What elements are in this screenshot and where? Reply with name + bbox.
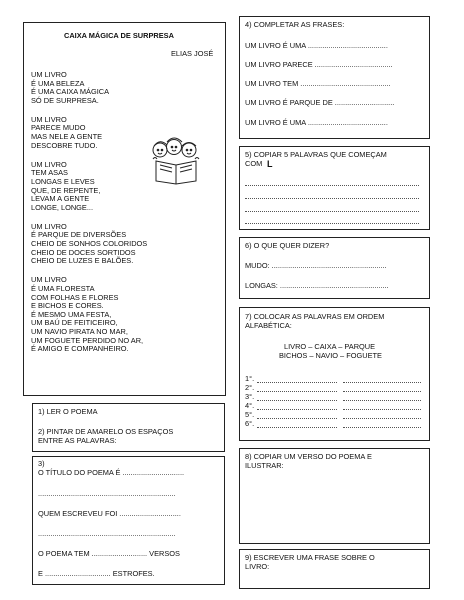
question-4-box xyxy=(239,16,430,139)
letter-l: L xyxy=(267,159,273,169)
poem-verse: PARECE MUDO xyxy=(31,123,86,133)
alphabetical-order-row[interactable] xyxy=(245,411,425,420)
question-4-line-4[interactable]: UM LIVRO É PARQUE DE ............................. xyxy=(245,98,395,107)
answer-blank[interactable] xyxy=(343,427,421,428)
question-9-box xyxy=(239,549,430,589)
question-3-label: 3) xyxy=(38,459,45,468)
questions-1-2-box xyxy=(32,403,225,452)
question-3-author-line-cont[interactable]: ................................................................... xyxy=(38,529,176,538)
answer-blank[interactable] xyxy=(343,382,421,383)
poem-verse: É UMA FLORESTA xyxy=(31,283,95,293)
poem-verse: LONGE, LONGE... xyxy=(31,202,94,212)
question-4-line-3[interactable]: UM LIVRO TEM ............................................ xyxy=(245,79,391,88)
question-3-box xyxy=(32,456,225,585)
question-1: 1) LER O POEMA xyxy=(38,407,98,416)
poem-verse: MAS NELE A GENTE xyxy=(31,132,103,142)
question-7-words-1: LIVRO – CAIXA – PARQUE xyxy=(284,342,376,351)
poem-verse: LEVAM A GENTE xyxy=(31,194,90,204)
question-4-line-1[interactable]: UM LIVRO É UMA ....................................... xyxy=(245,41,388,50)
order-number: 4°. xyxy=(245,401,255,410)
poem-verse: QUE, DE REPENTE, xyxy=(31,185,101,195)
answer-blank[interactable] xyxy=(343,391,421,392)
poem-title: CAIXA MÁGICA DE SURPRESA xyxy=(64,31,174,40)
question-6-mudo-line[interactable]: MUDO: ........................................................ xyxy=(245,261,387,270)
alphabetical-order-row[interactable] xyxy=(245,420,425,429)
poem-verse: DESCOBRE TUDO. xyxy=(31,140,98,150)
poem-stanza xyxy=(31,276,143,353)
question-7-line1: 7) COLOCAR AS PALAVRAS EM ORDEM xyxy=(245,312,385,321)
question-4-label: 4) COMPLETAR AS FRASES: xyxy=(245,20,345,29)
order-number: 3°. xyxy=(245,392,255,401)
question-2-line2: ENTRE AS PALAVRAS: xyxy=(38,436,117,445)
alphabetical-order-row[interactable] xyxy=(245,402,425,411)
question-8-line2: ILUSTRAR: xyxy=(245,461,284,470)
poem-verse: UM FOGUETE PERDIDO NO AR, xyxy=(31,335,144,345)
answer-blank[interactable] xyxy=(257,391,337,392)
question-4-line-2[interactable]: UM LIVRO PARECE ...................................... xyxy=(245,60,393,69)
question-5-box xyxy=(239,146,430,230)
poem-verse: UM LIVRO xyxy=(31,70,67,79)
poem-verse: UM NAVIO PIRATA NO MAR, xyxy=(31,326,128,336)
poem-verse: LONGAS E LEVES xyxy=(31,176,95,186)
poem-verse: UM LIVRO xyxy=(31,159,67,169)
answer-blank[interactable] xyxy=(343,418,421,419)
order-number: 2°. xyxy=(245,383,255,392)
alphabetical-order-row[interactable] xyxy=(245,375,425,384)
question-7-box xyxy=(239,307,430,441)
question-3-verses-line[interactable]: O POEMA TEM ........................... VERSOS xyxy=(38,549,180,558)
question-5-line1: 5) COPIAR 5 PALAVRAS QUE COMEÇAM xyxy=(245,150,387,159)
question-6-longas-line[interactable]: LONGAS: ..................................................... xyxy=(245,281,389,290)
poem-author: ELIAS JOSÉ xyxy=(171,49,214,58)
poem-stanza xyxy=(31,116,102,150)
order-number: 6°. xyxy=(245,419,255,428)
order-number: 1°. xyxy=(245,374,255,383)
poem-verse: SÓ DE SURPRESA. xyxy=(31,95,99,105)
poem-verse: É UMA BELEZA xyxy=(31,78,85,88)
poem-verse: CHEIO DE SONHOS COLORIDOS xyxy=(31,239,148,249)
question-9-line2: LIVRO: xyxy=(245,562,270,571)
answer-blank[interactable] xyxy=(257,409,337,410)
answer-blank[interactable] xyxy=(343,400,421,401)
poem-verse: É UMA CAIXA MÁGICA xyxy=(31,87,110,97)
question-4-line-5[interactable]: UM LIVRO É UMA ....................................... xyxy=(245,118,388,127)
poem-verse: UM LIVRO xyxy=(31,114,67,124)
poem-verse: CHEIO DE LUZES E BALÕES. xyxy=(31,256,134,266)
question-3-author-line[interactable]: QUEM ESCREVEU FOI .............................. xyxy=(38,509,181,518)
poem-stanza xyxy=(31,161,100,213)
question-8-box xyxy=(239,448,430,544)
answer-blank[interactable] xyxy=(257,382,337,383)
poem-verse: É AMIGO E COMPANHEIRO. xyxy=(31,344,129,354)
poem-verse: CHEIO DE DOCES SORTIDOS xyxy=(31,247,136,257)
poem-verse: TEM ASAS xyxy=(31,168,68,178)
answer-line-3[interactable] xyxy=(245,211,419,212)
children-reading-book-icon xyxy=(150,137,202,185)
poem-verse: COM FOLHAS E FLORES xyxy=(31,292,119,302)
answer-blank[interactable] xyxy=(257,400,337,401)
question-6-label: 6) O QUE QUER DIZER? xyxy=(245,241,330,250)
answer-blank[interactable] xyxy=(257,418,337,419)
question-7-words-2: BICHOS – NAVIO – FOGUETE xyxy=(279,351,382,360)
order-number: 5°. xyxy=(245,410,255,419)
poem-verse: UM LIVRO xyxy=(31,221,67,231)
poem-stanza xyxy=(31,223,147,266)
poem-verse: É PARQUE DE DIVERSÕES xyxy=(31,230,127,240)
poem-verse: É MESMO UMA FESTA, xyxy=(31,309,112,319)
answer-blank[interactable] xyxy=(257,427,337,428)
alphabetical-order-row[interactable] xyxy=(245,393,425,402)
answer-line-1[interactable] xyxy=(245,185,419,186)
alphabetical-order-row[interactable] xyxy=(245,384,425,393)
question-6-box xyxy=(239,237,430,299)
poem-box xyxy=(23,22,226,396)
poem-stanza xyxy=(31,71,109,105)
question-9-line1: 9) ESCREVER UMA FRASE SOBRE O xyxy=(245,553,375,562)
question-3-title-line-cont[interactable]: ................................................................... xyxy=(38,489,176,498)
question-5-line2: COM xyxy=(245,159,263,168)
answer-line-2[interactable] xyxy=(245,198,419,199)
question-8-line1: 8) COPIAR UM VERSO DO POEMA E xyxy=(245,452,372,461)
question-3-stanzas-line[interactable]: E ................................ ESTROFES. xyxy=(38,569,155,578)
poem-verse: UM LIVRO xyxy=(31,275,67,285)
question-3-title-line[interactable]: O TÍTULO DO POEMA É .............................. xyxy=(38,468,185,477)
question-2-line1: 2) PINTAR DE AMARELO OS ESPAÇOS xyxy=(38,427,174,436)
answer-blank[interactable] xyxy=(343,409,421,410)
poem-verse: E BICHOS E CORES. xyxy=(31,301,104,311)
poem-verse: UM BAÚ DE FEITICEIRO, xyxy=(31,318,118,328)
question-7-line2: ALFABÉTICA: xyxy=(245,321,292,330)
answer-line-4[interactable] xyxy=(245,223,419,224)
